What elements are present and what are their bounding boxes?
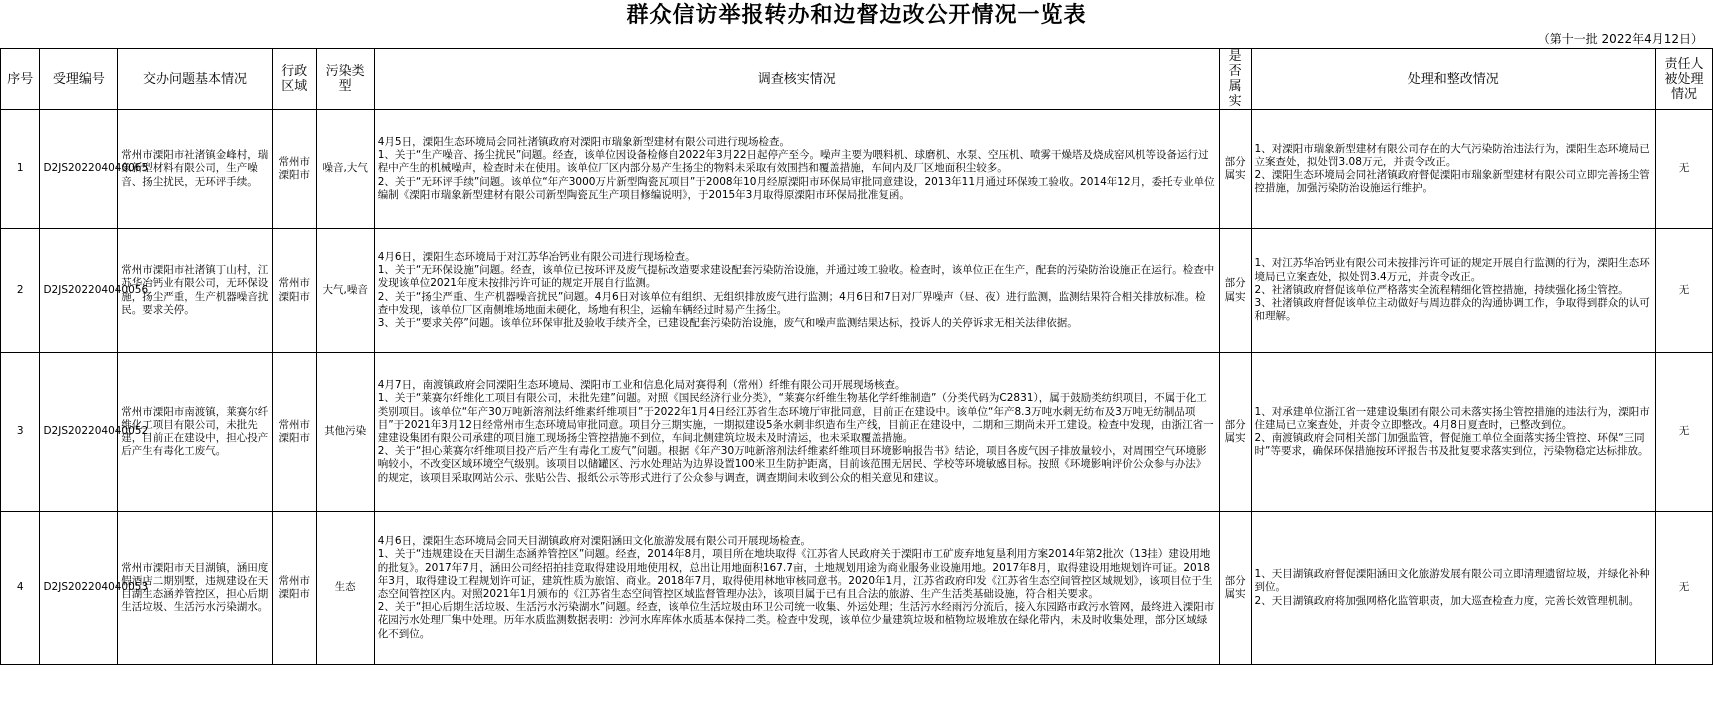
cell-acceptance-no: D2JS202204040053 [40,512,118,665]
header-seq: 序号 [1,49,40,110]
cell-issue: 常州市溧阳市南渡镇，莱赛尔纤维化工项目有限公司，未批先建，目前正在建设中，担心投产后产生有毒化工废气。 [118,353,273,512]
cell-issue: 常州市溧阳市社渚镇丁山村，江苏华冶钙业有限公司，无环保设施，扬尘严重，生产机器噪音扰民。要求关停。 [118,229,273,353]
batch-date-note: （第十一批 2022年4月12日） [1537,32,1703,46]
cell-region: 常州市溧阳市 [272,512,316,665]
cell-investigation: 4月5日，溧阳生态环境局会同社渚镇政府对溧阳市瑞象新型建材有限公司进行现场检查。 1、关于“生产噪音、扬尘扰民”问题。经查，该单位因设备检修自2022年3月22日起停产至今。噪声主要为喂料机、球磨机、水泵、空压机、喷雾干燥塔及烧成窑风机等设备运行过程中产生的机械噪声，检查时未在使用。该单位厂区内部分易产生扬尘的物料未采取有效围挡和覆盖措施，车间内及厂区地面积尘较多。 2、关于“无环评手续”问题。该单位“年产3000万片新型陶瓷瓦项目”于2008年10月经原溧阳市环保局审批同意建设，2013年11月通过环保竣工验收。2014年12月，委托专业单位编制《溧阳市瑞象新型建材有限公司新型陶瓷瓦生产项目修编说明》，于2015年3月取得原溧阳市环保局批准复函。 [374,110,1219,229]
cell-acceptance-no: D2JS202204040065 [40,110,118,229]
cell-handling: 1、对承建单位浙江省一建建设集团有限公司未落实扬尘管控措施的违法行为，溧阳市住建局已立案查处，并责令立即整改。4月8日夏查时，已整改到位。 2、南渡镇政府会同相关部门加强监管，督促施工单位全面落实扬尘管控、环保“三同时”等要求，确保环保措施按环评报告书及批复要求落实到位，污染物稳定达标排放。 [1251,353,1655,512]
cell-seq: 3 [1,353,40,512]
cell-verified: 部分属实 [1219,110,1251,229]
cell-investigation: 4月6日，溧阳生态环境局于对江苏华冶钙业有限公司进行现场检查。 1、关于“无环保设施”问题。经查，该单位已按环评及废气提标改造要求建设配套污染防治设施，并通过竣工验收。检查时，该单位正在生产，配套的污染防治设施正在运行。检查中发现该单位2021年度未按排污许可证的规定开展自行监测。 2、关于“扬尘严重、生产机器噪音扰民”问题。4月6日对该单位有组织、无组织排放废气进行监测；4月6日和7日对厂界噪声（昼、夜）进行监测，监测结果符合相关排放标准。检查中发现，该单位厂区南侧堆场地面未硬化，场地有积尘，运输车辆经过时易产生扬尘。 3、关于“要求关停”问题。该单位环保审批及验收手续齐全，已建设配套污染防治设施，废气和噪声监测结果达标，投诉人的关停诉求无相关法律依据。 [374,229,1219,353]
petition-table [0,48,1713,665]
cell-responsible: 无 [1655,229,1712,353]
header-handling: 处理和整改情况 [1251,49,1655,110]
cell-seq: 4 [1,512,40,665]
cell-responsible: 无 [1655,353,1712,512]
cell-pollution-type: 大气,噪音 [316,229,374,353]
header-verified: 是否属实 [1219,49,1251,110]
table-row [1,512,1713,665]
cell-responsible: 无 [1655,512,1712,665]
table-row [1,353,1713,512]
cell-region: 常州市溧阳市 [272,110,316,229]
cell-acceptance-no: D2JS202204040052 [40,353,118,512]
cell-responsible: 无 [1655,110,1712,229]
cell-verified: 部分属实 [1219,229,1251,353]
header-responsible: 责任人被处理情况 [1655,49,1712,110]
cell-pollution-type: 其他污染 [316,353,374,512]
cell-investigation: 4月6日，溧阳生态环境局会同天目湖镇政府对溧阳涵田文化旅游发展有限公司开展现场检查。 1、关于“违规建设在天目湖生态涵养管控区”问题。经查，2014年8月，项目所在地块取得《江苏省人民政府关于溧阳市工矿废弃地复垦利用方案2014年第2批次（13挂）建设用地的批复》。2017年7月，涵田公司经招拍挂竞取得建设用地使用权，总出让用地面积167.7亩，土地规划用途为商业服务业设施用地。2017年8月，取得建设用地规划许可证。2018年3月，取得建设工程规划许可证，建筑性质为旅馆、商业。2018年7月，取得使用林地审核同意书。2020年1月，江苏省政府印发《江苏省生态空间管控区域规划》，该项目位于生态空间管控区内。对照2021年1月颁布的《江苏省生态空间管控区域监督管理办法》，该项目属于已有且合法的旅游、生产生活类基础设施，符合相关要求。 2、关于“担心后期生活垃圾、生活污水污染湖水”问题。经查，该单位生活垃圾由环卫公司统一收集、外运处理；生活污水经雨污分流后，接入东园路市政污水管网，最终进入溧阳市花园污水处理厂集中处理。历年水质监测数据表明：沙河水库库体水质基本保持二类。检查中发现，该单位少量建筑垃圾和植物垃圾堆放在绿化带内，未及时收集处理，部分区域绿化不到位。 [374,512,1219,665]
cell-investigation: 4月7日，南渡镇政府会同溧阳生态环境局、溧阳市工业和信息化局对赛得利（常州）纤维有限公司开展现场核查。 1、关于“莱赛尔纤维化工项目有限公司，未批先建”问题。对照《国民经济行业分类》，“莱赛尔纤维生物基化学纤维制造”（分类代码为C2831），属于鼓励类纺织项目，不属于化工类别项目。该单位“年产30万吨新溶剂法纤维素纤维项目”于2022年1月4日经江苏省生态环境厅审批同意，目前正在建设中。该单位“年产8.3万吨水刺无纺布及3万吨无纺制品项目”于2021年3月12日经常州市生态环境局审批同意。项目分三期实施，一期拟建设5条水刺非织造布生产线，目前正在建设中，二期和三期尚未开工建设。检查中发现，由浙江省一建建设集团有限公司承建的项目施工现场扬尘管控措施不到位，车间北侧建筑垃圾未及时清运，也未采取覆盖措施。 2、关于“担心莱赛尔纤维项目投产后产生有毒化工废气”问题。根据《年产30万吨新溶剂法纤维素纤维项目环境影响报告书》结论，项目各废气因子排放量较小，对周围空气环境影响较小，不改变区域环境空气级别。该项目以储罐区、污水处理站为边界设置100米卫生防护距离，目前该范围无居民、学校等环境敏感目标。按照《环境影响评价公众参与办法》的规定，该项目采取网站公示、张贴公告、报纸公示等形式进行了公众参与调查，调查期间未收到公众的相关意见和建议。 [374,353,1219,512]
header-pollution-type: 污染类型 [316,49,374,110]
cell-handling: 1、天目湖镇政府督促溧阳涵田文化旅游发展有限公司立即清理遗留垃圾，并绿化补种到位。 2、天目湖镇政府将加强网格化监管职责，加大巡查检查力度，完善长效管理机制。 [1251,512,1655,665]
cell-seq: 1 [1,110,40,229]
header-acceptance-no: 受理编号 [40,49,118,110]
header-issue: 交办问题基本情况 [118,49,273,110]
table-row [1,229,1713,353]
cell-handling: 1、对溧阳市瑞象新型建材有限公司存在的大气污染防治违法行为，溧阳生态环境局已立案查处，拟处罚3.08万元，并责令改正。 2、溧阳生态环境局会同社渚镇政府督促溧阳市瑞象新型建材有限公司立即完善扬尘管控措施，加强污染防治设施运行维护。 [1251,110,1655,229]
header-region: 行政区域 [272,49,316,110]
cell-verified: 部分属实 [1219,353,1251,512]
header-row [1,49,1713,110]
cell-handling: 1、对江苏华冶钙业有限公司未按排污许可证的规定开展自行监测的行为，溧阳生态环境局已立案查处，拟处罚3.4万元，并责令改正。 2、社渚镇政府督促该单位严格落实全流程精细化管控措施，持续强化扬尘管控。 3、社渚镇政府督促该单位主动做好与周边群众的沟通协调工作，争取得到群众的认可和理解。 [1251,229,1655,353]
cell-issue: 常州市溧阳市天目湖镇，涵田度假酒店二期别墅，违规建设在天目湖生态涵养管控区，担心后期生活垃圾、生活污水污染湖水。 [118,512,273,665]
header-investigation: 调查核实情况 [374,49,1219,110]
page-title: 群众信访举报转办和边督边改公开情况一览表 [626,2,1087,28]
cell-pollution-type: 生态 [316,512,374,665]
cell-seq: 2 [1,229,40,353]
table-row [1,110,1713,229]
cell-issue: 常州市溧阳市社渚镇金峰村，瑞象新型材料有限公司，生产噪音、扬尘扰民，无环评手续。 [118,110,273,229]
cell-verified: 部分属实 [1219,512,1251,665]
cell-pollution-type: 噪音,大气 [316,110,374,229]
cell-region: 常州市溧阳市 [272,229,316,353]
cell-region: 常州市溧阳市 [272,353,316,512]
cell-acceptance-no: D2JS202204040056 [40,229,118,353]
